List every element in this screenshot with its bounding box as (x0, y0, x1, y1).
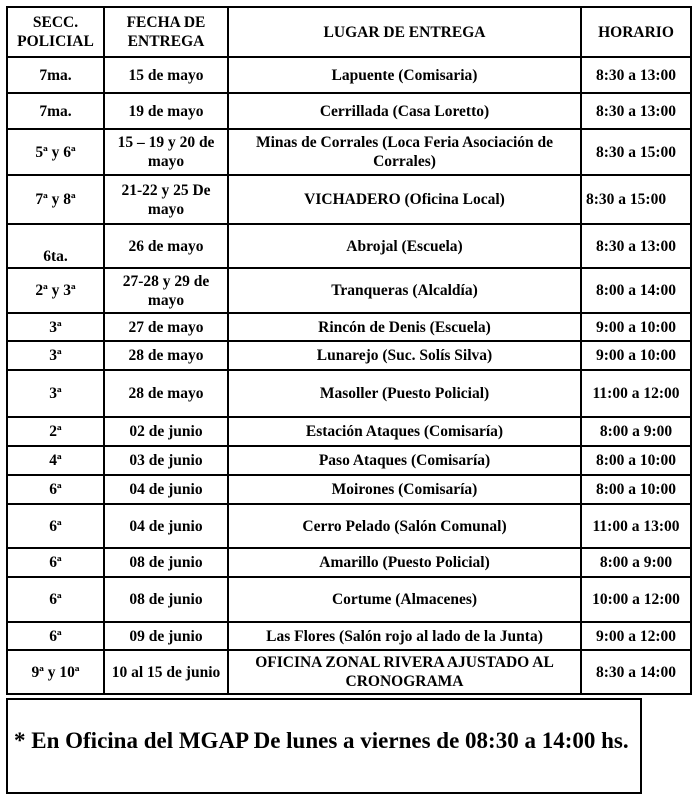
table-row (7, 224, 691, 268)
cell-horario: 8:00 a 9:00 (581, 417, 691, 446)
cell-horario: 9:00 a 10:00 (581, 313, 691, 341)
table-row (7, 268, 691, 313)
cell-fecha: 08 de junio (104, 548, 228, 577)
cell-horario: 9:00 a 10:00 (581, 341, 691, 370)
header-fecha: FECHA DE ENTREGA (104, 7, 228, 57)
table-header-row (7, 7, 691, 57)
cell-seccion: 6ª (7, 475, 104, 504)
cell-lugar: Estación Ataques (Comisaría) (228, 417, 581, 446)
cell-fecha: 04 de junio (104, 504, 228, 548)
cell-horario: 10:00 a 12:00 (581, 577, 691, 622)
cell-horario: 11:00 a 12:00 (581, 370, 691, 417)
cell-lugar: Moirones (Comisaría) (228, 475, 581, 504)
cell-lugar: Abrojal (Escuela) (228, 224, 581, 268)
header-seccion: SECC. POLICIAL (7, 7, 104, 57)
cell-lugar: Las Flores (Salón rojo al lado de la Junta) (228, 622, 581, 650)
cell-horario: 8:00 a 10:00 (581, 446, 691, 475)
cell-lugar: Cerrillada (Casa Loretto) (228, 93, 581, 129)
cell-fecha: 15 de mayo (104, 57, 228, 93)
cell-horario: 8:30 a 13:00 (581, 57, 691, 93)
cell-seccion: 6ª (7, 577, 104, 622)
cell-seccion: 2ª y 3ª (7, 268, 104, 313)
cell-seccion: 6ª (7, 504, 104, 548)
cell-horario: 8:30 a 15:00 (581, 129, 691, 175)
cell-seccion: 9ª y 10ª (7, 650, 104, 694)
cell-horario: 9:00 a 12:00 (581, 622, 691, 650)
cell-seccion: 3ª (7, 370, 104, 417)
table-row (7, 650, 691, 694)
cell-seccion: 6ª (7, 548, 104, 577)
cell-fecha: 21-22 y 25 De mayo (104, 175, 228, 224)
cell-horario: 8:30 a 13:00 (581, 224, 691, 268)
delivery-schedule-table (6, 6, 692, 695)
cell-seccion: 5ª y 6ª (7, 129, 104, 175)
table-row (7, 548, 691, 577)
cell-fecha: 04 de junio (104, 475, 228, 504)
cell-fecha: 19 de mayo (104, 93, 228, 129)
note-text: * En Oficina del MGAP De lunes a viernes de 08:30 a 14:00 hs. (14, 728, 629, 753)
cell-lugar: Lunarejo (Suc. Solís Silva) (228, 341, 581, 370)
cell-lugar: Amarillo (Puesto Policial) (228, 548, 581, 577)
table-row (7, 129, 691, 175)
cell-horario: 8:30 a 15:00 (581, 175, 691, 224)
cell-lugar: Lapuente (Comisaria) (228, 57, 581, 93)
cell-horario: 8:30 a 14:00 (581, 650, 691, 694)
cell-fecha: 09 de junio (104, 622, 228, 650)
cell-lugar: Cerro Pelado (Salón Comunal) (228, 504, 581, 548)
cell-horario: 8:30 a 13:00 (581, 93, 691, 129)
cell-fecha: 02 de junio (104, 417, 228, 446)
cell-lugar: Paso Ataques (Comisaría) (228, 446, 581, 475)
cell-fecha: 27 de mayo (104, 313, 228, 341)
table-row (7, 475, 691, 504)
cell-fecha: 10 al 15 de junio (104, 650, 228, 694)
cell-horario: 8:00 a 9:00 (581, 548, 691, 577)
cell-seccion: 6ta. (7, 224, 104, 268)
table-row (7, 57, 691, 93)
table-row (7, 175, 691, 224)
cell-fecha: 28 de mayo (104, 370, 228, 417)
cell-seccion: 4ª (7, 446, 104, 475)
cell-seccion: 3ª (7, 341, 104, 370)
cell-lugar: Tranqueras (Alcaldía) (228, 268, 581, 313)
cell-fecha: 26 de mayo (104, 224, 228, 268)
cell-seccion: 7ª y 8ª (7, 175, 104, 224)
cell-lugar: Minas de Corrales (Loca Feria Asociación de Corrales) (228, 129, 581, 175)
cell-seccion: 7ma. (7, 93, 104, 129)
cell-fecha: 03 de junio (104, 446, 228, 475)
cell-fecha: 28 de mayo (104, 341, 228, 370)
table-row (7, 341, 691, 370)
office-hours-note (6, 698, 642, 794)
cell-horario: 11:00 a 13:00 (581, 504, 691, 548)
table-row (7, 370, 691, 417)
cell-lugar: VICHADERO (Oficina Local) (228, 175, 581, 224)
cell-lugar: Rincón de Denis (Escuela) (228, 313, 581, 341)
table-row (7, 93, 691, 129)
cell-fecha: 15 – 19 y 20 de mayo (104, 129, 228, 175)
cell-fecha: 27-28 y 29 de mayo (104, 268, 228, 313)
table-row (7, 417, 691, 446)
table-row (7, 622, 691, 650)
cell-lugar: OFICINA ZONAL RIVERA AJUSTADO AL CRONOGRAMA (228, 650, 581, 694)
cell-seccion: 2ª (7, 417, 104, 446)
header-horario: HORARIO (581, 7, 691, 57)
table-row (7, 446, 691, 475)
cell-lugar: Masoller (Puesto Policial) (228, 370, 581, 417)
cell-seccion: 6ª (7, 622, 104, 650)
table-row (7, 504, 691, 548)
cell-lugar: Cortume (Almacenes) (228, 577, 581, 622)
table-row (7, 577, 691, 622)
cell-seccion: 7ma. (7, 57, 104, 93)
cell-horario: 8:00 a 14:00 (581, 268, 691, 313)
table-row (7, 313, 691, 341)
header-lugar: LUGAR DE ENTREGA (228, 7, 581, 57)
cell-horario: 8:00 a 10:00 (581, 475, 691, 504)
cell-seccion: 3ª (7, 313, 104, 341)
cell-fecha: 08 de junio (104, 577, 228, 622)
